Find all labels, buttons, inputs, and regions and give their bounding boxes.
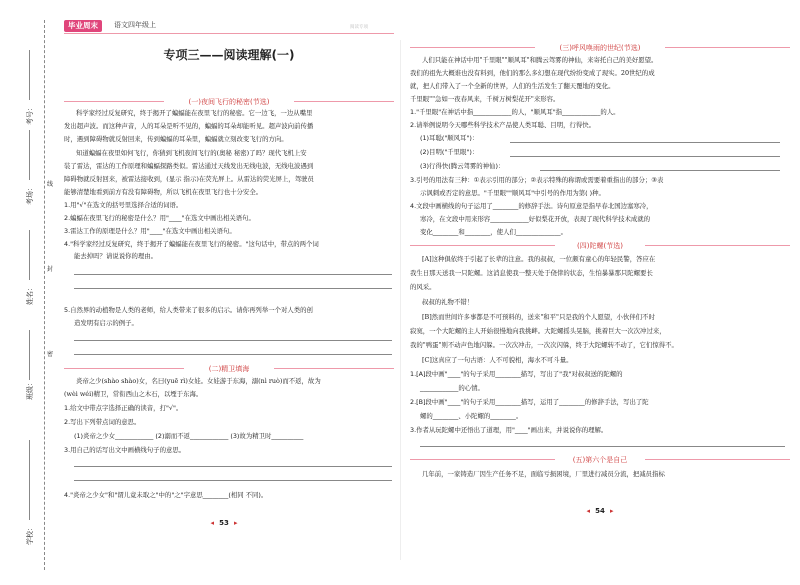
header-rule-l bbox=[410, 245, 555, 246]
mi-mark: 密 bbox=[47, 351, 54, 358]
kaohao-blank bbox=[29, 50, 30, 100]
banji-label: 班级： bbox=[26, 379, 34, 400]
page-number-left: ◂ 53 ▸ bbox=[210, 519, 238, 527]
s2-question-3: 3.用自己的话写出文中画横线句子的意思。 bbox=[64, 446, 186, 454]
s1-para1-line1: 科学家经过反复研究，终于揭开了蝙蝠能在夜里飞行的秘密。它一边飞，一边从嘴里 bbox=[76, 109, 313, 117]
s1-para2-line2: 装了雷达，雷达的工作原理和蝙蝠探路类似。雷达通过天线发出无线电波，无线电波遇到 bbox=[64, 162, 314, 170]
s4-para-b-line2: 寂寞，一个大陀螺的主人开始很慢地向我挑衅。大陀螺摇头晃脑，挑着巨大一次次冲过来， bbox=[410, 327, 666, 335]
answer-line[interactable] bbox=[74, 274, 392, 275]
s2-para-line1: 炎帝之少(shào shào)女，名曰(yuē rì)女娃。女娃游于东海，溺(nì ruò)而不返，故为 bbox=[76, 377, 321, 385]
s2-question-2: 2.写出下列带点词的意思。 bbox=[64, 418, 141, 426]
s4-question-1b: ____________的心情。 bbox=[420, 384, 484, 392]
binding-margin bbox=[0, 0, 60, 585]
s3-question-4a: 4.文段中画横线的句子运用了________的修辞手法。诗句原意是指早春北国边塞寒冷， bbox=[410, 202, 653, 210]
s4-question-3: 3.作者从玩陀螺中还悟出了道理，用"____"画出来，并说说你的理解。 bbox=[410, 426, 608, 434]
s1-para1-line3: 时，遇到障碍物就反射回来，传到蝙蝠的耳朵里，蝙蝠就立刻改变飞行的方向。 bbox=[64, 135, 288, 143]
s4-para-b-line3: 我的"鸭蛋"则不动声色地闪躲。一次次冲击，一次次闪躲，终于大陀螺转不动了，它们惊得不。 bbox=[410, 341, 678, 349]
s3-question-4b: 寒冷，在文段中用来形容____________好似梨花开放，表现了现代科学技术成就的 bbox=[420, 215, 651, 223]
s3-question-2-1: (1)耳聪("顺风耳")： bbox=[420, 134, 479, 142]
s2-question-2-items: (1)炎帝之少女____________ (2)溺而不返____________ (3)故为精卫时__________ bbox=[74, 432, 304, 440]
s3-question-4c: 变化________和________，使人们______________。 bbox=[420, 228, 567, 236]
brand-tag: 阅读专项 bbox=[350, 25, 368, 30]
section-header-4 bbox=[410, 240, 790, 250]
s2-question-1: 1.给文中带点字选择正确的读音，打"√"。 bbox=[64, 404, 183, 412]
section-title-2: (二)精卫填海 bbox=[208, 365, 250, 373]
page-fold bbox=[400, 40, 401, 560]
xuexiao-blank bbox=[29, 440, 30, 520]
s1-para2-line1: 知道蝙蝠在夜里如何飞行，你猜到飞机夜间飞行的(奥秘 秘密)了吗？现代飞机上安 bbox=[76, 149, 307, 157]
s3-question-1: 1."千里眼"在神话中指____________的人，"顺风耳"指____________的人。 bbox=[410, 108, 620, 116]
xingming-blank bbox=[29, 230, 30, 280]
header-rule-r bbox=[294, 101, 394, 102]
s1-question-1: 1.用"√"在选文的括号里选择合适的词语。 bbox=[64, 201, 183, 209]
header-rule-l bbox=[410, 47, 535, 48]
binding-line bbox=[44, 20, 45, 570]
s4-para-a-line1: [A]这种俱依终于引起了长辈的注意。我的叔叔，一位颇有童心的年轻民警，答应在 bbox=[422, 255, 656, 263]
header-rule-r bbox=[274, 368, 394, 369]
s3-question-3a: 3.引号的用法有三种：①表示引用的部分；②表示特殊的称谓或需要着重指出的部分；③表 bbox=[410, 176, 664, 184]
page-title: 专项三——阅读理解(一) bbox=[163, 48, 295, 62]
header-rule-r bbox=[645, 245, 790, 246]
header-rule-l bbox=[64, 101, 164, 102]
s5-para-line1: 几年前，一家铸造厂因生产任务不足，面临亏损困境，厂里进行减员分流，把减员指标 bbox=[422, 470, 665, 478]
s4-para-b0: 叔叔的礼物不错！ bbox=[422, 298, 474, 306]
header-rule-l bbox=[64, 368, 184, 369]
answer-line[interactable] bbox=[74, 354, 392, 355]
s3-question-2: 2.请举例说明今天哪些科学技术产品使人类耳聪、目明，行得快。 bbox=[410, 121, 596, 129]
s2-para-line2: (wèi wéi)精卫，常衔西山之木石，以堙于东海。 bbox=[64, 390, 203, 398]
answer-line[interactable] bbox=[420, 446, 785, 447]
s4-para-a-line3: 的风采。 bbox=[410, 283, 436, 291]
answer-line[interactable] bbox=[540, 170, 780, 171]
section-title-1: (一)夜间飞行的秘密(节选) bbox=[188, 98, 270, 106]
header-rule-l bbox=[410, 459, 555, 460]
s1-question-4a: 4."科学家经过反复研究，终于揭开了蝙蝠能在夜里飞行的秘密。"这句话中，带点的两个词 bbox=[64, 240, 319, 248]
s2-question-4: 4."炎帝之少女"和"谓儿竟未取之"中的"之"字意思________(相同 不同)。 bbox=[64, 491, 268, 499]
section-header-3 bbox=[410, 42, 790, 52]
s4-para-a-line2: 我生日那天送我一只陀螺。这消息使我一整天处于侥倖的状态，生怕暴暴那只陀螺要长 bbox=[410, 269, 653, 277]
right-page bbox=[410, 40, 790, 570]
brand-logo-text: 毕业周末 bbox=[68, 21, 98, 30]
section-title-3: (三)呼风唤雨的世纪(节选) bbox=[559, 44, 641, 52]
s1-question-3: 3.雷达工作的原理是什么？用"____"在选文中画出相关语句。 bbox=[64, 227, 236, 235]
kaohao-label: 考号： bbox=[26, 104, 34, 125]
answer-line[interactable] bbox=[74, 480, 392, 481]
left-page bbox=[64, 40, 394, 570]
page-number: 53 bbox=[219, 519, 229, 527]
s4-para-b-line1: [B]然而世间许多事都是不可预料的，送来"和平"只是我的个人愿望，小伙伴们不时 bbox=[422, 313, 655, 321]
page-number: 54 bbox=[595, 507, 605, 515]
answer-line[interactable] bbox=[510, 156, 780, 157]
xian-mark: 线 bbox=[47, 181, 54, 188]
header-rule bbox=[64, 33, 394, 34]
section-header-2 bbox=[64, 363, 394, 373]
answer-line[interactable] bbox=[74, 288, 392, 289]
s3-para-line1: 人们只能在神话中用"千里眼""顺风耳"和腾云驾雾的神仙，来寄托自己的美好愿望。 bbox=[422, 56, 658, 64]
section-title-5: (五)第六个是自己 bbox=[572, 456, 628, 464]
s3-para-line3: 就，把人们带入了一个全新的世界，人们的生活发生了翻天覆地的变化。 bbox=[410, 82, 615, 90]
s1-question-4b: 能去掉吗？请说说你的理由。 bbox=[74, 252, 158, 260]
s4-question-2a: 2.[B]段中画"____"的句子采用________描写，运用了________的修辞手法，写出了陀 bbox=[410, 398, 649, 406]
s3-para-line4: 千里眼""急如一夜春风来，千树万树梨花开"来形容。 bbox=[410, 95, 560, 103]
s4-question-2b: 螺的________、小陀螺的________。 bbox=[420, 412, 523, 420]
xuexiao-label: 学校： bbox=[26, 524, 34, 545]
s1-para2-line4: 能够清楚地看到前方有没有障碍物，所以飞机在夜里飞行也十分安全。 bbox=[64, 188, 263, 196]
answer-line[interactable] bbox=[74, 466, 392, 467]
s4-para-c: [C]这真应了一句古语：人不可貌相，海水不可斗量。 bbox=[422, 356, 573, 364]
feng-mark: 封 bbox=[47, 266, 54, 273]
banji-blank bbox=[29, 330, 30, 380]
section-header-1 bbox=[64, 96, 394, 106]
s3-question-2-2: (2)目明("千里眼")： bbox=[420, 148, 479, 156]
page-number-right: ◂ 54 ▸ bbox=[586, 507, 614, 515]
kaochang-label: 考场： bbox=[26, 184, 34, 205]
s3-question-3b: 示讽刺或否定的意思。"千里眼""顺风耳"中引号的作用为第( )种。 bbox=[420, 189, 605, 197]
s4-question-1a: 1.[A]段中画"____"的句子采用________描写，写出了"我"对叔叔送的陀螺的 bbox=[410, 370, 623, 378]
header-rule-r bbox=[645, 459, 790, 460]
s1-para1-line2: 发出超声波。而这种声音，人的耳朵是听不见的，蝙蝠的耳朵却能听见。超声波向前传播 bbox=[64, 122, 314, 130]
section-header-5 bbox=[410, 454, 790, 464]
answer-line[interactable] bbox=[510, 142, 780, 143]
kaochang-blank bbox=[29, 130, 30, 180]
s1-question-2: 2.蝙蝠在夜里飞行的秘密是什么？用"____"在选文中画出相关语句。 bbox=[64, 214, 255, 222]
s1-para2-line3: 障碍物就反射回来，被雷达接收到，(显示 指示)在荧光屏上。从雷达的荧光屏上，驾驶员 bbox=[64, 175, 314, 183]
s1-question-5a: 5.自然界的动植物是人类的老师，给人类带来了很多的启示。请你再列举一个对人类的创 bbox=[64, 306, 313, 314]
s3-para-line2: 我们的祖先大概谁也没有料到，他们的那么多幻想在现代纷纷变成了现实。20世纪的成 bbox=[410, 69, 655, 77]
s1-question-5b: 造发明有启示的例子。 bbox=[74, 319, 138, 327]
header-rule-r bbox=[665, 47, 790, 48]
brand-subject: 语文四年级上 bbox=[114, 21, 156, 29]
xingming-label: 姓名： bbox=[26, 284, 34, 305]
section-title-4: (四)陀螺(节选) bbox=[577, 242, 623, 250]
brand-logo bbox=[64, 20, 102, 32]
s3-question-2-3: (3)行得快(腾云驾雾的神仙)： bbox=[420, 162, 505, 170]
answer-line[interactable] bbox=[74, 340, 392, 341]
